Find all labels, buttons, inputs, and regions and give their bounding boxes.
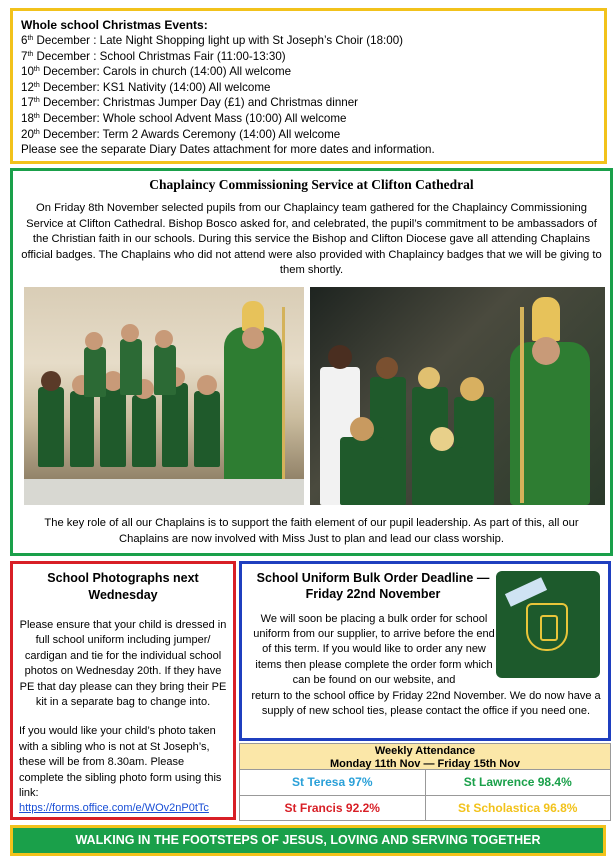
uniform-body-1: We will soon be placing a bulk order for school uniform from our supplier, to arrive before the end of this term. If you would like to order any new items then please complete the order form which can be found on our website, and: [253, 613, 495, 686]
attendance-title: Weekly Attendance: [374, 745, 476, 757]
event-day-suffix: th: [27, 50, 34, 58]
event-day: 6: [21, 34, 28, 47]
attendance-cell: St Francis 92.2%: [240, 796, 426, 822]
event-text: December: Term 2 Awards Ceremony (14:00) All welcome: [39, 127, 341, 141]
chaplains-group-photo: [24, 287, 304, 505]
chaplaincy-section: [10, 168, 613, 556]
events-footer: Please see the separate Diary Dates attachment for more dates and information.: [21, 143, 435, 157]
attendance-row: [240, 796, 610, 822]
event-day-suffix: th: [27, 35, 34, 42]
chaplaincy-outro: The key role of all our Chaplains is to support the faith element of our pupil leadership. As part of this, all our Chaplains are now involved with Miss Just to plan and lead our class worship.: [44, 517, 579, 545]
event-text: December: Carols in church (14:00) All welcome: [39, 65, 292, 79]
event-day-suffix: th: [33, 81, 40, 89]
attendance-cell: St Scholastica 96.8%: [458, 800, 578, 815]
attendance-dates: Monday 11th Nov — Friday 15th Nov: [329, 757, 521, 770]
chaplaincy-intro: On Friday 8th November selected pupils from our Chaplaincy team gathered for the Chaplaincy Commissioning Service at Clifton Cathedral. Bishop Bosco asked for, and celebrated, the pupil’s commitment to be ambassadors of the Christian faith in our schools. During this service the Bishop and Clifton Diocese gave all attending Chaplains official badges. The Chaplains who did not attend were also provided with Chaplaincy badges that we will be giving to them shortly.: [21, 202, 602, 276]
photographs-title: School Photographs next Wednesday: [47, 571, 199, 602]
bishop-blessing-photo: [310, 287, 605, 505]
event-day: 7: [21, 49, 28, 63]
attendance-cell: St Lawrence 98.4%: [463, 775, 572, 789]
event-day-suffix: th: [33, 66, 40, 74]
sibling-photo-form-link[interactable]: https://forms.office.com/e/WOv2nP0tTc: [19, 802, 209, 815]
attendance-row: [240, 770, 610, 796]
event-day-suffix: th: [33, 112, 40, 120]
photographs-paragraph-2: [19, 724, 227, 816]
uniform-body-2: return to the school office by Friday 22nd November. We do now have a supply of new school ties, please contact the office if you need one.: [251, 690, 601, 718]
event-item: [21, 127, 596, 143]
events-title: Whole school Christmas Events:: [21, 18, 208, 32]
event-day-suffix: th: [33, 97, 40, 105]
event-text: December: Christmas Jumper Day (£1) and Christmas dinner: [39, 96, 359, 110]
event-text: December: Whole school Advent Mass (10:00) All welcome: [39, 111, 347, 125]
attendance-header: [240, 744, 610, 770]
events-list: [21, 33, 596, 142]
uniform-order-box: [239, 561, 611, 741]
event-item: [21, 95, 596, 111]
uniform-title: School Uniform Bulk Order Deadline — Friday 22nd November: [256, 571, 490, 601]
school-jumper-photo: [496, 571, 600, 678]
event-item: [21, 64, 596, 80]
event-item: [21, 80, 596, 96]
event-item: [21, 111, 596, 127]
event-day: 18: [21, 111, 34, 125]
event-day: 20: [21, 127, 34, 141]
christmas-events-box: [10, 8, 607, 164]
event-day: 12: [21, 80, 34, 94]
photographs-paragraph-2-text: If you would like your child’s photo taken with a sibling who is not at St Joseph’s, these will be from 8.30am. Please complete the sibling photo form using this link:: [19, 725, 222, 800]
photographs-paragraph-1: Please ensure that your child is dressed in full school uniform including jumper/ cardigan and tie for the individual school photos on Wednesday 20th. If they have PE that day please can they bring their PE kit in a separate bag to change into.: [19, 619, 227, 709]
event-item: [21, 49, 596, 65]
school-motto-banner: WALKING IN THE FOOTSTEPS OF JESUS, LOVING AND SERVING TOGETHER: [10, 825, 606, 856]
school-photographs-box: [10, 561, 236, 820]
event-day-suffix: th: [33, 128, 40, 136]
attendance-cell: St Teresa 97%: [240, 770, 426, 795]
event-item: [21, 33, 596, 49]
event-day: 17: [21, 96, 34, 110]
chaplaincy-title: Chaplaincy Commissioning Service at Clifton Cathedral: [149, 177, 474, 192]
event-day: 10: [21, 65, 34, 79]
event-text: December : School Christmas Fair (11:00-13:30): [33, 49, 286, 63]
event-text: December : Late Night Shopping light up with St Joseph’s Choir (18:00): [33, 34, 404, 47]
event-text: December: KS1 Nativity (14:00) All welcome: [39, 80, 271, 94]
weekly-attendance-table: [239, 743, 611, 821]
